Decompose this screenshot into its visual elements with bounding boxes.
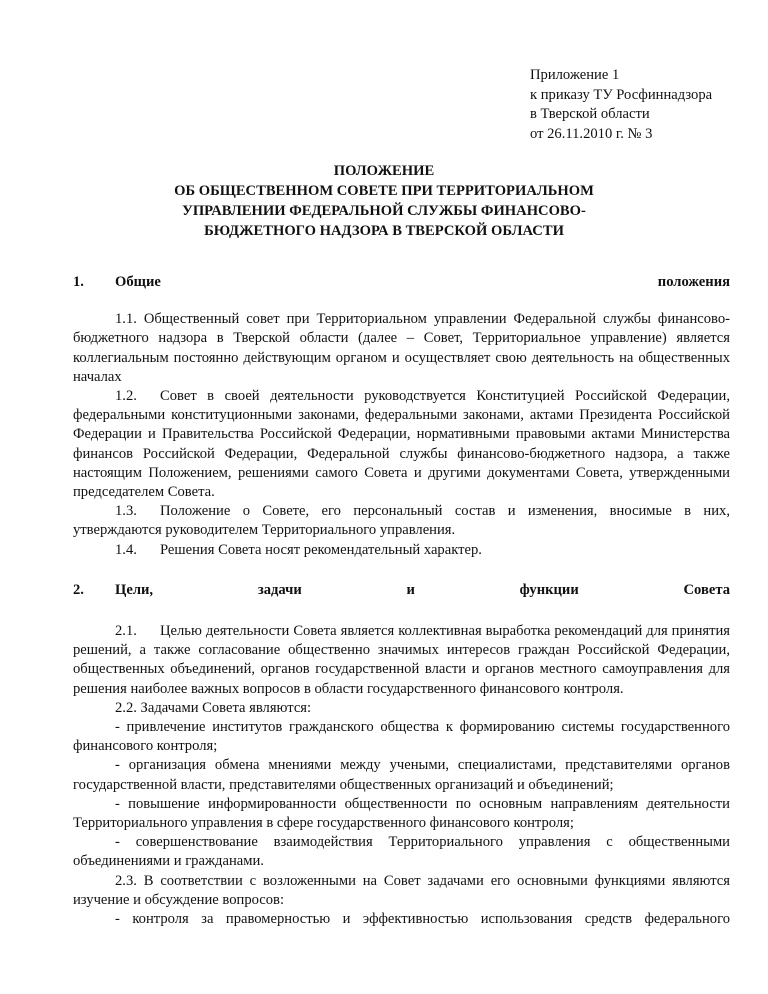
appendix-line-3: в Тверской области (530, 106, 650, 123)
paragraph-1-2 (73, 387, 730, 502)
paragraph-1-3 (73, 502, 730, 540)
paragraph-2-1-text: Целью деятельности Совета является коллективная выработка рекомендаций для принятия решений, а также согласование общественно значимых интересов граждан Российской Федерации, общественных объединений, органов государственной власти и органов местного самоуправления для решения наиболее важных вопросов в области государственного финансового контроля. (73, 623, 730, 697)
paragraph-2-2: 2.2. Задачами Совета являются: (115, 699, 312, 716)
paragraph-1-3-number: 1.3. (115, 503, 137, 520)
section-1-title: Общие положения (115, 274, 730, 290)
paragraph-2-1-number: 2.1. (115, 623, 137, 640)
section-1-heading (73, 273, 730, 292)
title-line-1: ПОЛОЖЕНИЕ (333, 163, 435, 179)
appendix-line-1: Приложение 1 (530, 67, 620, 83)
paragraph-1-4 (73, 541, 730, 560)
document-body (73, 273, 730, 929)
task-item-2: - организация обмена мнениями между учеными, специалистами, представителями органов государственной власти, представителями общественных организаций и объединений; (73, 757, 730, 793)
paragraph-2-3: 2.3. В соответствии с возложенными на Совет задачами его основными функциями являются изучение и обсуждение вопросов: (73, 872, 730, 908)
title-line-2: ОБ ОБЩЕСТВЕННОМ СОВЕТЕ ПРИ ТЕРРИТОРИАЛЬНОМ (174, 183, 594, 199)
paragraph-1-4-number: 1.4. (115, 541, 137, 558)
title-line-4: БЮДЖЕТНОГО НАДЗОРА В ТВЕРСКОЙ ОБЛАСТИ (204, 223, 564, 239)
paragraph-1-1: 1.1. Общественный совет при Территориальном управлении Федеральной службы финансово-бюджетного надзора в Тверской области (далее – Совет, Территориальное управление) является коллегиальным постоянно действующим органом и осуществляет свою деятельность на общественных началах (73, 311, 730, 385)
section-2-number: 2. (73, 581, 84, 598)
paragraph-1-3-text: Положение о Совете, его персональный состав и изменения, вносимые в них, утверждаются руководителем Территориального управления. (73, 503, 730, 539)
title-line-3: УПРАВЛЕНИИ ФЕДЕРАЛЬНОЙ СЛУЖБЫ ФИНАНСОВО- (182, 203, 586, 219)
task-item-3: - повышение информированности общественности по основным направлениям деятельности Территориального управления в сфере государственного финансового контроля; (73, 795, 730, 832)
section-2-title: Цели, задачи и функции Совета (115, 581, 730, 598)
appendix-block (530, 66, 750, 144)
section-2-heading (73, 581, 730, 600)
task-item-4: - совершенствование взаимодействия Территориального управления с общественными объединениями и гражданами. (73, 834, 730, 870)
appendix-line-2: к приказу ТУ Росфиннадзора (530, 86, 713, 103)
document-title (60, 161, 708, 241)
section-1-number: 1. (73, 274, 84, 290)
task-item-1: - привлечение институтов гражданского общества к формированию системы государственного финансового контроля; (73, 719, 730, 755)
paragraph-1-2-text: Совет в своей деятельности руководствуется Конституцией Российской Федерации, федеральными конституционными законами, федеральными законами, актами Президента Российской Федерации и Правительства Российской Федерации, нормативными правовыми актами Министерства финансов Российской Федерации, Федеральной службы финансово-бюджетного надзора, а также настоящим Положением, решениями самого Совета и другими документами Совета, утвержденными председателем Совета. (73, 388, 730, 501)
paragraph-1-2-number: 1.2. (115, 388, 137, 405)
paragraph-1-4-text: Решения Совета носят рекомендательный характер. (160, 541, 482, 558)
paragraph-2-1 (73, 622, 730, 699)
appendix-line-4: от 26.11.2010 г. № 3 (530, 125, 653, 142)
function-item-1: - контроля за правомерностью и эффективностью использования средств федерального (115, 911, 730, 928)
